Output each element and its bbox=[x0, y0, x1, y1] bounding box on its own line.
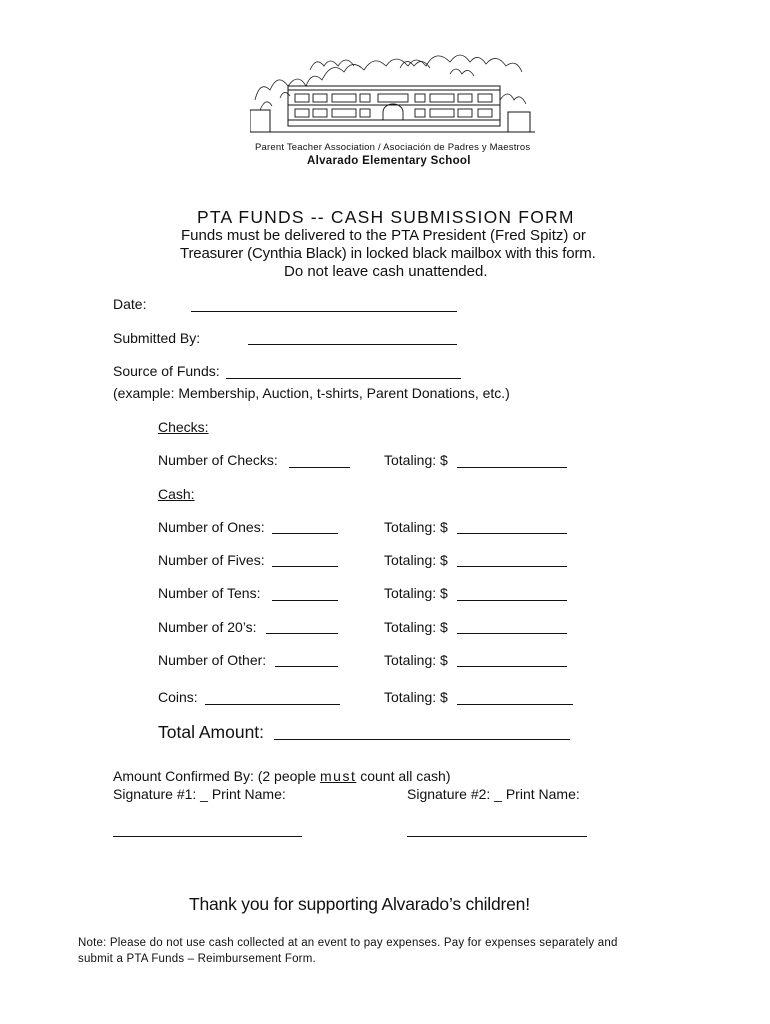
checks-totaling-label: Totaling: $ bbox=[384, 452, 448, 468]
fives-label: Number of Fives: bbox=[158, 552, 265, 568]
ones-totaling-label: Totaling: $ bbox=[384, 519, 448, 535]
signature-2-field[interactable] bbox=[407, 836, 587, 837]
tens-label: Number of Tens: bbox=[158, 585, 261, 601]
cash-heading: Cash: bbox=[158, 486, 195, 502]
instruction-line-3: Do not leave cash unattended. bbox=[284, 263, 488, 280]
school-building-logo bbox=[250, 40, 535, 140]
source-label: Source of Funds: bbox=[113, 363, 220, 379]
other-totaling-label: Totaling: $ bbox=[384, 652, 448, 668]
other-count-field[interactable] bbox=[275, 666, 338, 667]
thank-you-message: Thank you for supporting Alvarado’s children! bbox=[189, 894, 530, 914]
coins-label: Coins: bbox=[158, 689, 198, 705]
ones-label: Number of Ones: bbox=[158, 519, 265, 535]
other-total-field[interactable] bbox=[457, 666, 567, 667]
fives-totaling-label: Totaling: $ bbox=[384, 552, 448, 568]
signature-2-label: Signature #2: _ Print Name: bbox=[407, 786, 580, 802]
coins-totaling-label: Totaling: $ bbox=[384, 689, 448, 705]
coins-count-field[interactable] bbox=[205, 704, 340, 705]
fives-total-field[interactable] bbox=[457, 566, 567, 567]
note-line-2: submit a PTA Funds – Reimbursement Form. bbox=[78, 953, 316, 965]
school-name: Alvarado Elementary School bbox=[307, 155, 471, 167]
ones-count-field[interactable] bbox=[272, 533, 338, 534]
form-title: PTA FUNDS -- CASH SUBMISSION FORM bbox=[197, 207, 575, 227]
submitted-by-field[interactable] bbox=[248, 344, 457, 345]
tens-totaling-label: Totaling: $ bbox=[384, 585, 448, 601]
note-line-1: Note: Please do not use cash collected at an event to pay expenses. Pay for expenses separately and bbox=[78, 937, 618, 949]
total-amount-label: Total Amount: bbox=[158, 722, 265, 742]
submitted-by-label: Submitted By: bbox=[113, 330, 201, 346]
checks-total-field[interactable] bbox=[457, 467, 567, 468]
tens-count-field[interactable] bbox=[272, 600, 338, 601]
coins-total-field[interactable] bbox=[457, 704, 573, 705]
confirmation-text: Amount Confirmed By: (2 people must count all cash) bbox=[113, 768, 451, 784]
fives-count-field[interactable] bbox=[272, 566, 338, 567]
twenties-label: Number of 20’s: bbox=[158, 619, 257, 635]
checks-count-label: Number of Checks: bbox=[158, 452, 278, 468]
date-label: Date: bbox=[113, 296, 147, 312]
signature-1-field[interactable] bbox=[113, 836, 302, 837]
twenties-count-field[interactable] bbox=[266, 633, 338, 634]
twenties-total-field[interactable] bbox=[457, 633, 567, 634]
source-example: (example: Membership, Auction, t-shirts, Parent Donations, etc.) bbox=[113, 385, 510, 401]
checks-count-field[interactable] bbox=[289, 467, 350, 468]
instruction-line-2: Treasurer (Cynthia Black) in locked black mailbox with this form. bbox=[180, 245, 596, 262]
total-amount-field[interactable] bbox=[274, 739, 570, 740]
ones-total-field[interactable] bbox=[457, 533, 567, 534]
instruction-line-1: Funds must be delivered to the PTA President (Fred Spitz) or bbox=[181, 227, 586, 244]
signature-1-label: Signature #1: _ Print Name: bbox=[113, 786, 286, 802]
checks-heading: Checks: bbox=[158, 419, 209, 435]
must-emphasis: must bbox=[320, 768, 357, 784]
org-name: Parent Teacher Association / Asociación de Padres y Maestros bbox=[255, 142, 531, 153]
date-field[interactable] bbox=[191, 311, 457, 312]
twenties-totaling-label: Totaling: $ bbox=[384, 619, 448, 635]
tens-total-field[interactable] bbox=[457, 600, 567, 601]
other-label: Number of Other: bbox=[158, 652, 267, 668]
source-field[interactable] bbox=[226, 378, 461, 379]
